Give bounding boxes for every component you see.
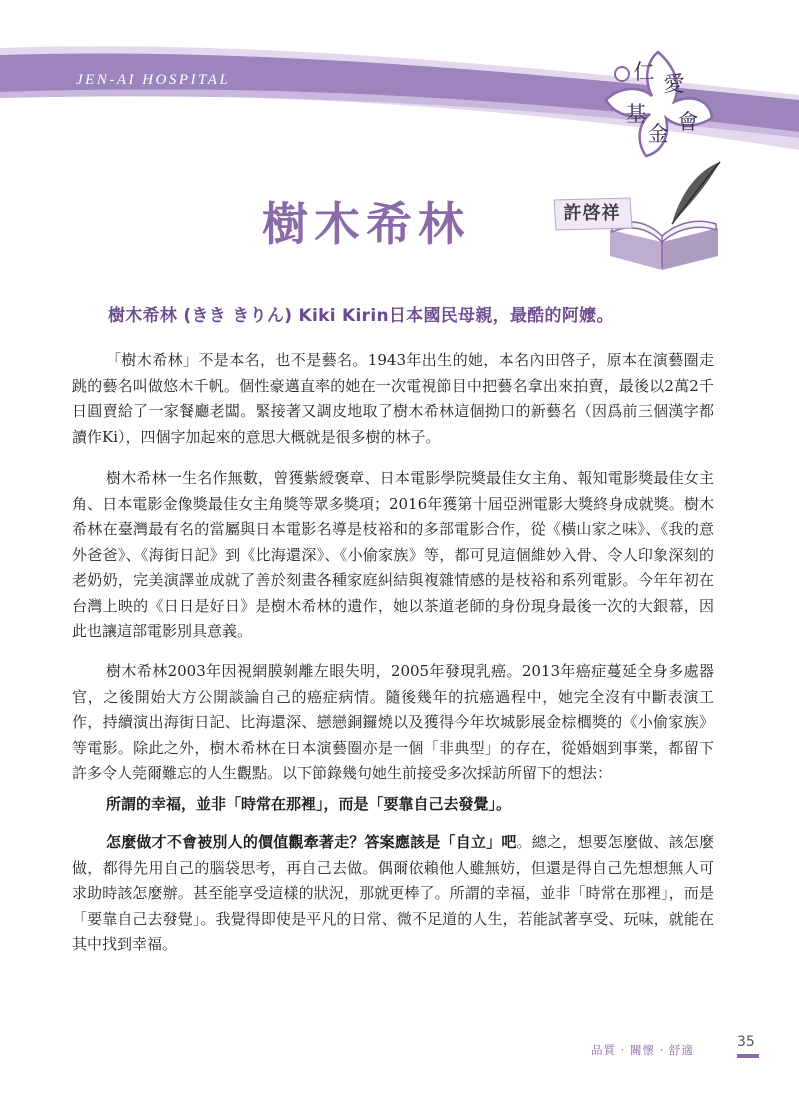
paragraph-5-lead: 怎麼做才不會被別人的價值觀牽著走？答案應該是「自立」吧 [106,833,517,851]
foundation-emblem [600,44,716,160]
paragraph-1: 「樹木希林」不是本名，也不是藝名。1943年出生的她，本名內田啓子，原本在演藝圈走跳的藝名叫做悠木千帆。個性豪邁直率的她在一次電視節目中把藝名拿出來拍賣，最後以2萬2千日圓賣給了一家餐廳老闆。緊接著又調皮地取了樹木希林這個拗口的新藝名（因爲前三個漢字都讀作Ki），四個字加起來的意思大概就是很多樹的林子。 [72,351,714,446]
paragraph-2: 樹木希林一生名作無數，曾獲紫綬褒章、日本電影學院獎最佳女主角、報知電影獎最佳女主角、日本電影金像獎最佳女主角獎等眾多獎項；2016年獲第十屆亞洲電影大獎終身成就獎。樹木希林在臺灣最有名的當屬與日本電影名導是枝裕和的多部電影合作，從《橫山家之味》、《我的意外爸爸》、《海街日記》到《比海還深》、《小偷家族》等，都可見這個維妙入骨、令人印象深刻的老奶奶，完美演譯並成就了善於刻畫各種家庭糾結與複雜情感的是枝裕和系列電影。今年年初在台灣上映的《日日是好日》是樹木希林的遺作，她以茶道老師的身份現身最後一次的大銀幕，因此也讓這部電影別具意義。 [72,469,714,640]
quote-paragraph: 所謂的幸福，並非「時常在那裡」，而是「要靠自己去發覺」。 [106,795,512,813]
emblem-char-2: 愛 [663,72,685,96]
emblem-char-4: 金 [647,122,669,146]
footer-bar [737,1054,759,1058]
paragraph-5-body: 。總之，想要怎麼做、該怎麼做，都得先用自己的腦袋思考，再自己去做。偶爾依賴他人雖無妨，但還是得自己先想想無人可求助時該怎麼辦。甚至能享受這樣的狀況，那就更棒了。所謂的幸福，並非「時常在那裡」，而是「要靠自己去發覺」。我覺得即使是平凡的日常、微不足道的人生，若能試著享受、玩味，就能在其中找到幸福。 [72,833,714,953]
author-name: 許啓祥 [563,203,621,224]
hospital-name: JEN-AI HOSPITAL [76,72,231,88]
emblem-char-3: 基 [625,102,647,126]
paragraph-3: 樹木希林2003年因視網膜剝離左眼失明，2005年發現乳癌。2013年癌症蔓延全身多處器官，之後開始大方公開談論自己的癌症病情。隨後幾年的抗癌過程中，她完全沒有中斷表演工作，持續演出海街日記、比海還深、戀戀銅鑼燒以及獲得今年坎城影展金棕櫚獎的《小偷家族》等電影。除此之外，樹木希林在日本演藝圈亦是一個「非典型」的存在，從婚姻到事業，都留下許多令人莞爾難忘的人生觀點。以下節錄幾句她生前接受多次採訪所留下的想法： [72,662,714,782]
page-number: 35 [737,1034,755,1050]
emblem-char-1: 仁 [633,60,655,84]
article-subtitle: 樹木希林 (きき きりん) Kiki Kirin日本國民母親，最酷的阿嬤。 [108,306,614,326]
article-title: 樹木希林 [262,197,470,251]
paragraph-5 [72,830,714,958]
author-tag [550,196,634,232]
emblem-char-5: 會 [677,110,699,134]
footer-slogan: 品質 · 關懷 · 舒適 [591,1043,694,1057]
